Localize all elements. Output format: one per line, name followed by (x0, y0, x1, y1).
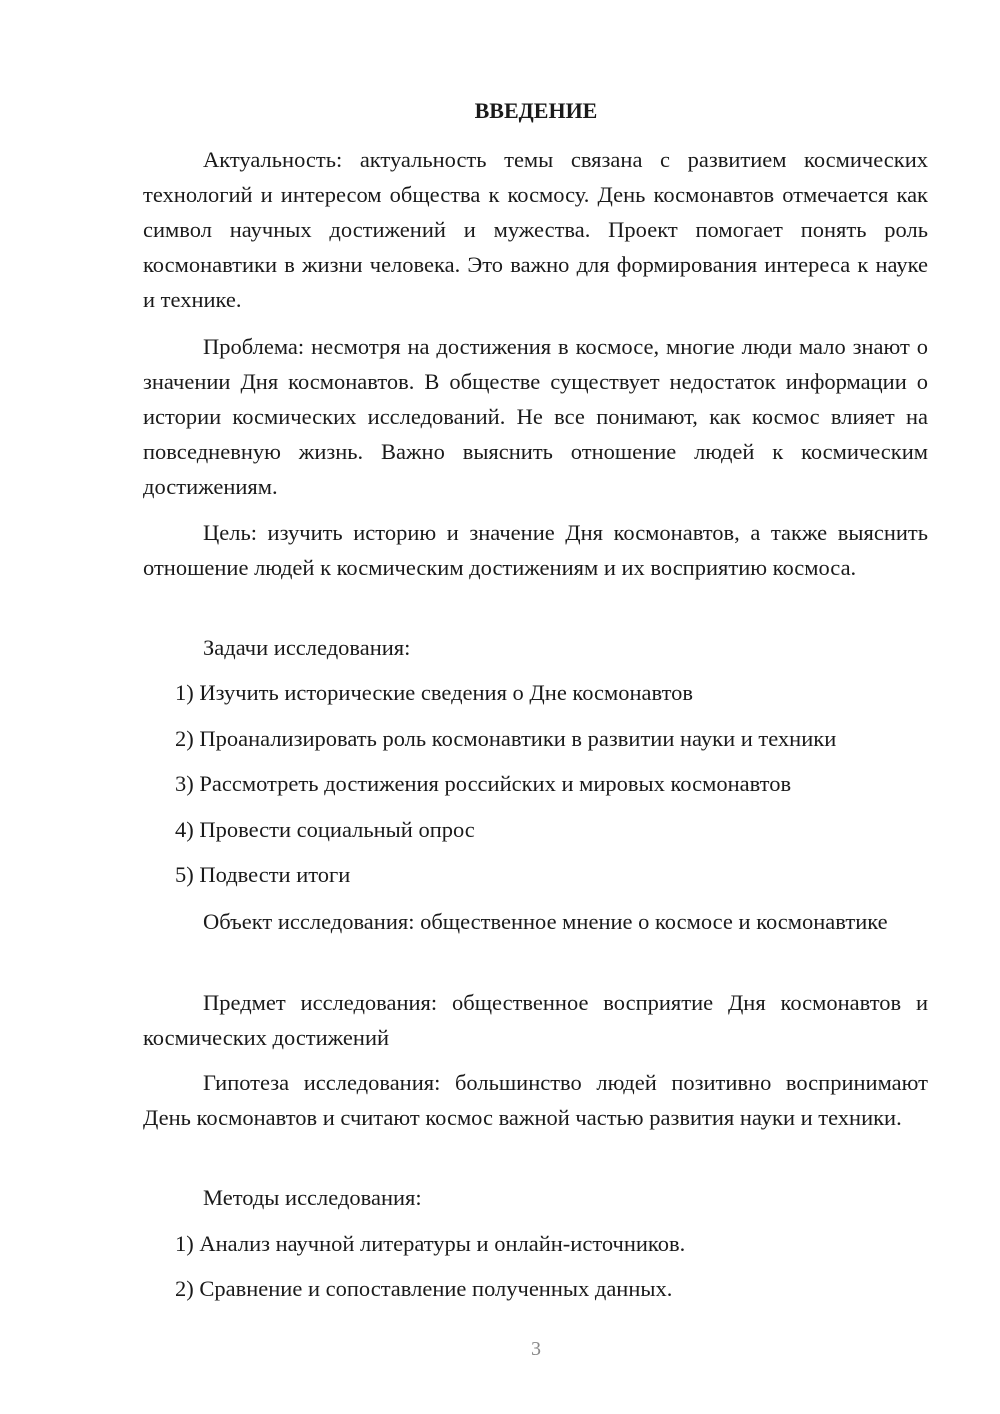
paragraph-problem: Проблема: несмотря на достижения в космосе, многие люди мало знают о значении Дня космонавтов. В обществе существует недостаток информации о истории космических исследований. Не все понимают, как космос влияет на повседневную жизнь. Важно выяснить отношение людей к космическим достижениям. (143, 334, 928, 499)
task-item: 2) Проанализировать роль космонавтики в развитии науки и техники (175, 726, 837, 751)
paragraph-object: Объект исследования: общественное мнение о космосе и космонавтике (203, 909, 888, 934)
method-item: 1) Анализ научной литературы и онлайн-источников. (175, 1231, 686, 1256)
paragraph-goal: Цель: изучить историю и значение Дня космонавтов, а также выяснить отношение людей к космическим достижениям и их восприятию космоса. (143, 520, 928, 580)
task-item: 1) Изучить исторические сведения о Дне космонавтов (175, 680, 694, 705)
method-item: 2) Сравнение и сопоставление полученных данных. (175, 1276, 673, 1301)
task-item: 3) Рассмотреть достижения российских и мировых космонавтов (175, 771, 792, 796)
task-item: 5) Подвести итоги (175, 862, 351, 887)
task-item: 4) Провести социальный опрос (175, 817, 475, 842)
paragraph-hypothesis: Гипотеза исследования: большинство людей позитивно воспринимают День космонавтов и считают космос важной частью развития науки и техники. (143, 1070, 928, 1130)
page-title: ВВЕДЕНИЕ (474, 98, 598, 123)
paragraph-relevance: Актуальность: актуальность темы связана с развитием космических технологий и интересом общества к космосу. День космонавтов отмечается как символ научных достижений и мужества. Проект помогает понять роль космонавтики в жизни человека. Это важно для формирования интереса к науке и технике. (143, 147, 928, 312)
methods-heading: Методы исследования: (203, 1185, 422, 1210)
paragraph-subject: Предмет исследования: общественное восприятие Дня космонавтов и космических достижений (143, 990, 928, 1050)
page-number: 3 (531, 1338, 541, 1360)
tasks-heading: Задачи исследования: (203, 635, 411, 660)
